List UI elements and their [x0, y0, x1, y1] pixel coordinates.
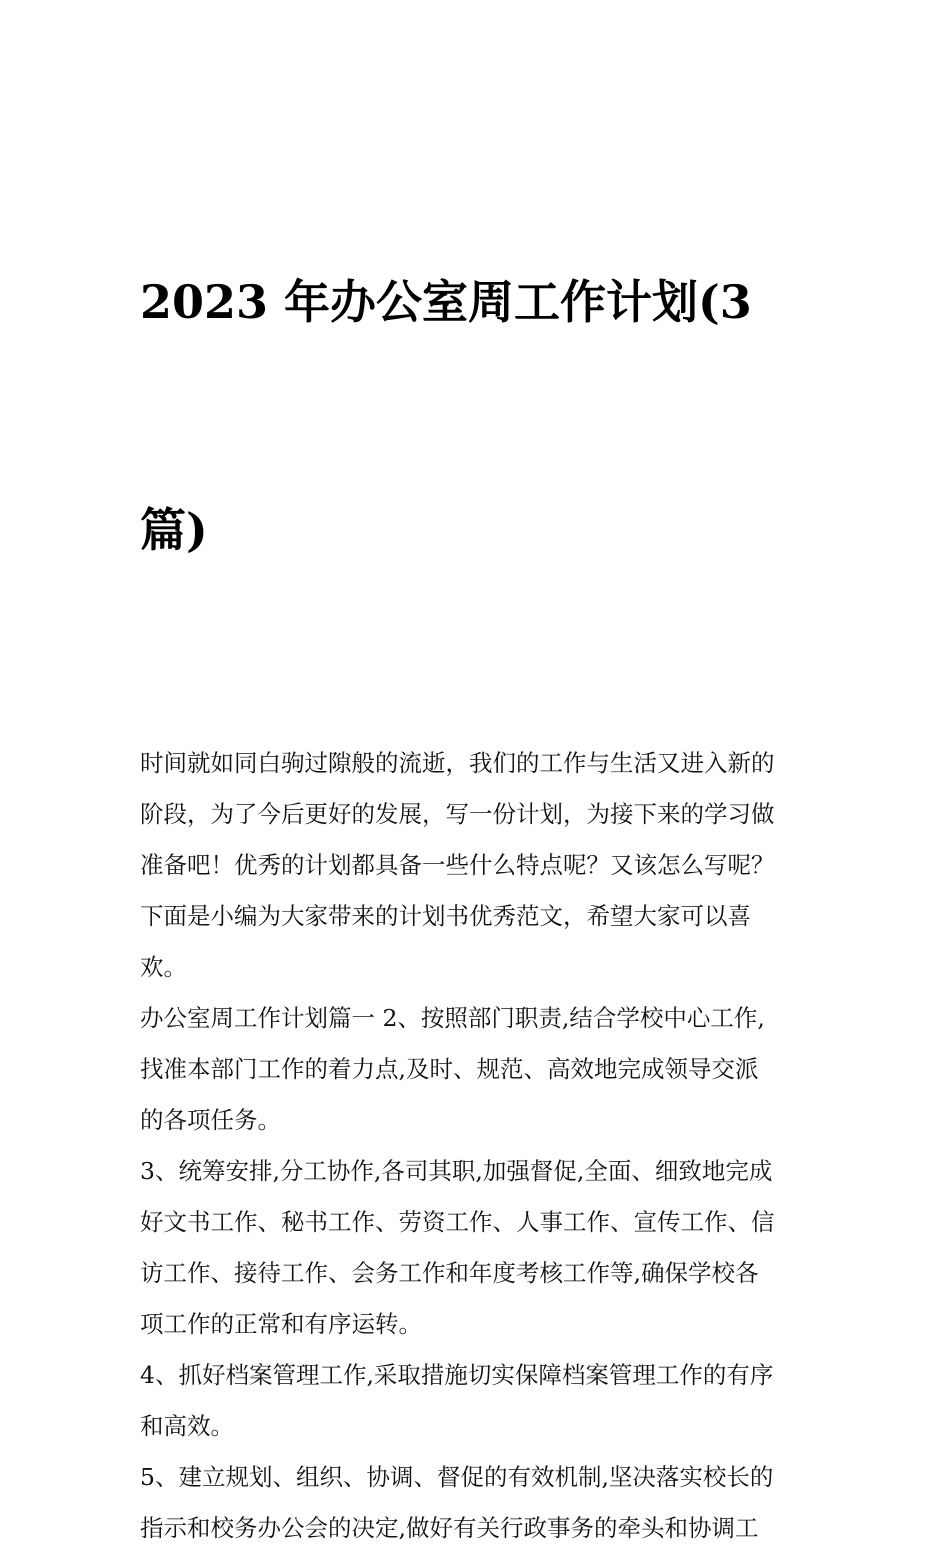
text-line: 下面是小编为大家带来的计划书优秀范文，希望大家可以喜 — [140, 902, 751, 930]
text-line: 时间就如同白驹过隙般的流逝，我们的工作与生活又进入新的 — [140, 749, 775, 777]
text-line: 和高效。 — [140, 1412, 234, 1440]
text-line: 准备吧！优秀的计划都具备一些什么特点呢？又该怎么写呢？ — [140, 851, 775, 879]
paragraph-item-4 — [140, 1350, 812, 1452]
text-line: 办公室周工作计划篇一 2、按照部门职责,结合学校中心工作, — [140, 1004, 765, 1032]
text-line: 的各项任务。 — [140, 1106, 281, 1134]
document-page — [140, 112, 812, 1554]
text-line: 项工作的正常和有序运转。 — [140, 1310, 422, 1338]
title-line: 2023 年办公室周工作计划(3 — [140, 275, 752, 329]
text-line: 5、建立规划、组织、协调、督促的有效机制,坚决落实校长的 — [140, 1463, 774, 1491]
text-line: 4、抓好档案管理工作,采取措施切实保障档案管理工作的有序 — [140, 1361, 774, 1389]
text-line: 访工作、接待工作、会务工作和年度考核工作等,确保学校各 — [140, 1259, 759, 1287]
text-line: 阶段，为了今后更好的发展，写一份计划，为接下来的学习做 — [140, 800, 775, 828]
paragraph-item-2 — [140, 993, 812, 1146]
paragraph-intro — [140, 738, 812, 993]
text-line: 3、统筹安排,分工协作,各司其职,加强督促,全面、细致地完成 — [140, 1157, 773, 1185]
paragraph-item-3 — [140, 1146, 812, 1350]
title-line: 篇) — [140, 503, 208, 557]
text-line: 找准本部门工作的着力点,及时、规范、高效地完成领导交派 — [140, 1055, 759, 1083]
document-title — [140, 112, 812, 720]
paragraph-item-5 — [140, 1452, 812, 1554]
text-line: 指示和校务办公会的决定,做好有关行政事务的牵头和协调工 — [140, 1514, 759, 1542]
text-line: 好文书工作、秘书工作、劳资工作、人事工作、宣传工作、信 — [140, 1208, 775, 1236]
text-line: 欢。 — [140, 953, 187, 981]
